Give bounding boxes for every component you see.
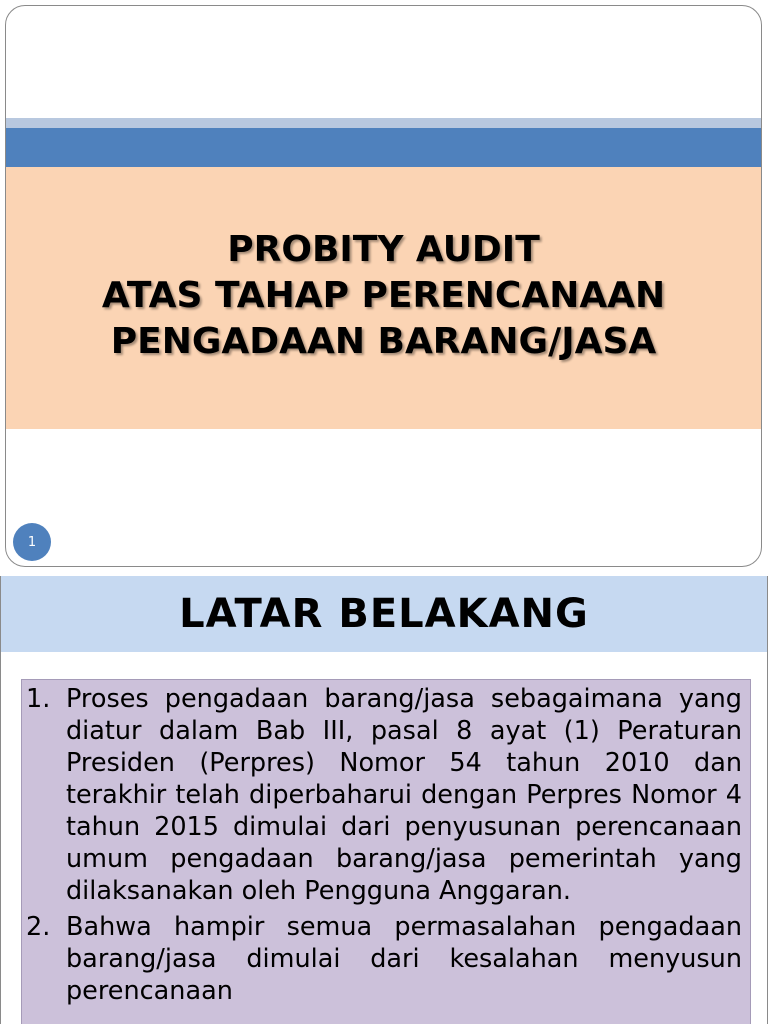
title-slide: [5, 5, 762, 567]
header-band-light: [6, 118, 761, 128]
list-item-text: Bahwa hampir semua permasalahan pengadaan barang/jasa dimulai dari kesalahan menyusun perencanaan: [66, 912, 742, 1006]
title-box: [6, 167, 761, 429]
title-line-2: ATAS TAHAP PERENCANAAN: [101, 275, 666, 316]
list-item-number: 1.: [26, 684, 51, 714]
content-box: [21, 679, 751, 1024]
list-item-text: Proses pengadaan barang/jasa sebagaimana yang diatur dalam Bab III, pasal 8 ayat (1) Peraturan Presiden (Perpres) Nomor 54 tahun 2010 dan terakhir telah diperbaharui dengan Perpres Nomor 4 tahun 2015 dimulai dari penyusunan perencanaan umum pengadaan barang/jasa pemerintah yang dilaksanakan oleh Pengguna Anggaran.: [66, 684, 742, 906]
background-list: [26, 683, 742, 1011]
slide-title: [102, 227, 665, 365]
title-line-1: PROBITY AUDIT: [227, 229, 540, 270]
list-item-number: 2.: [26, 912, 51, 942]
title-line-3: PENGADAAN BARANG/JASA: [110, 321, 657, 362]
content-slide-title: LATAR BELAKANG: [179, 591, 589, 637]
list-item: [26, 911, 742, 1007]
header-band-blue: [6, 128, 761, 167]
content-slide-header: [1, 576, 767, 652]
list-item: [26, 683, 742, 907]
content-slide: [0, 576, 768, 1024]
page-number-badge: 1: [13, 523, 51, 561]
